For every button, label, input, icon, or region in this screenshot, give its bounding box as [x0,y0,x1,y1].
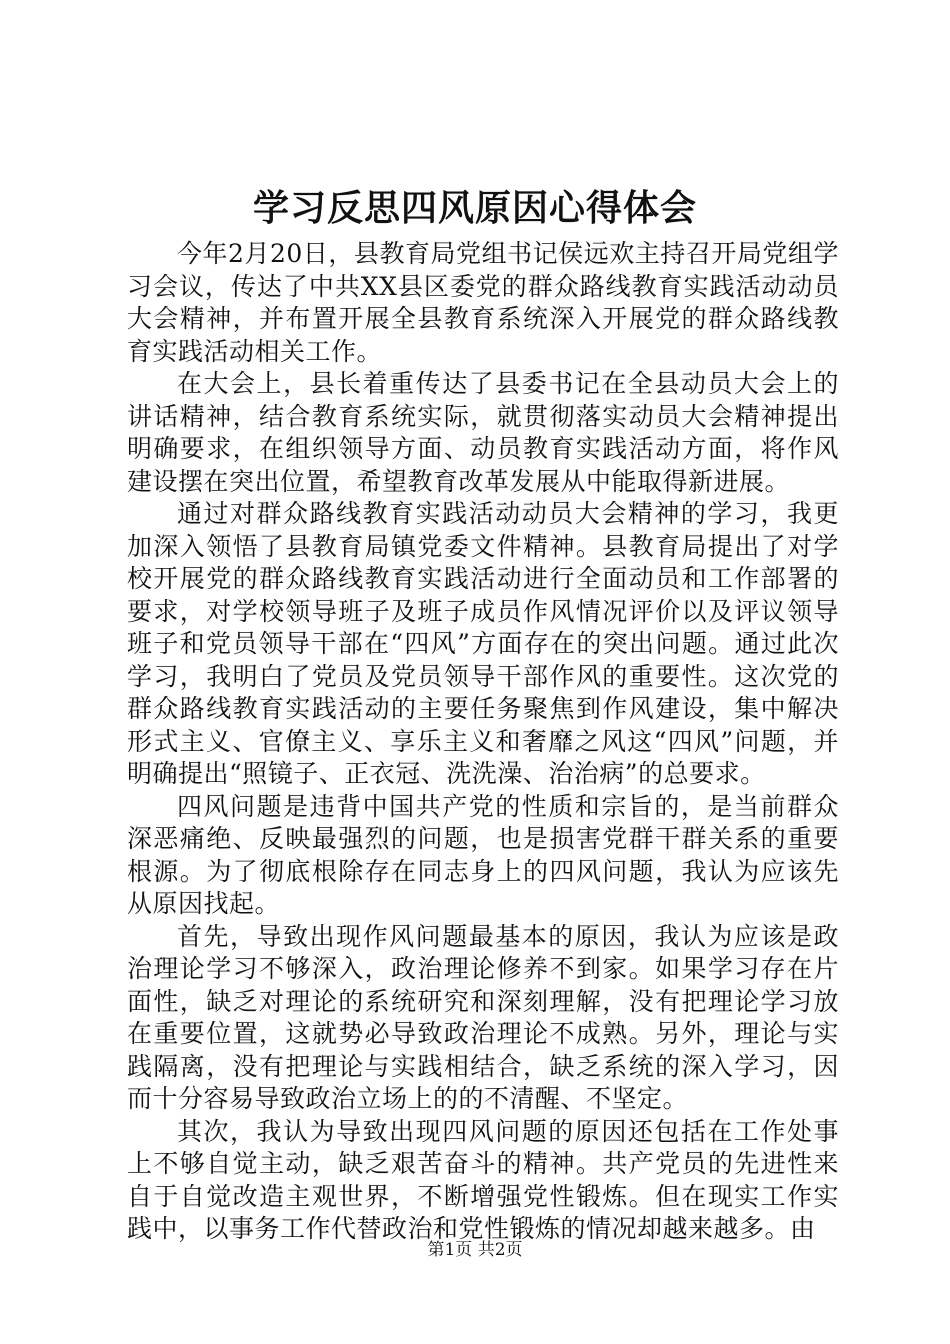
paragraph: 其次，我认为导致出现四风问题的原因还包括在工作处事上不够自觉主动，缺乏艰苦奋斗的精神。共产党员的先进性来自于自觉改造主观世界，不断增强党性锻炼。但在现实工作实践中，以事务工作代替政治和党性锻炼的情况却越来越多。由 [127,1116,839,1243]
document-body [127,238,839,1246]
document-title: 学习反思四风原因心得体会 [252,187,697,229]
page-number-footer: 第1页 共2页 [427,1240,523,1260]
paragraph: 首先，导致出现作风问题最基本的原因，我认为应该是政治理论学习不够深入，政治理论修养不到家。如果学习存在片面性，缺乏对理论的系统研究和深刻理解，没有把理论学习放在重要位置，这就势必导致政治理论不成熟。另外，理论与实践隔离，没有把理论与实践相结合，缺乏系统的深入学习，因而十分容易导致政治立场上的的不清醒、不坚定。 [127,921,839,1113]
paragraph: 今年2月20日，县教育局党组书记侯远欢主持召开局党组学习会议，传达了中共XX县区委党的群众路线教育实践活动动员大会精神，并布置开展全县教育系统深入开展党的群众路线教育实践活动相关工作。 [127,239,839,366]
paragraph: 四风问题是违背中国共产党的性质和宗旨的，是当前群众深恶痛绝、反映最强烈的问题，也是损害党群干群关系的重要根源。为了彻底根除存在同志身上的四风问题，我认为应该先从原因找起。 [127,791,839,918]
paragraph: 在大会上，县长着重传达了县委书记在全县动员大会上的讲话精神，结合教育系统实际，就贯彻落实动员大会精神提出明确要求，在组织领导方面、动员教育实践活动方面，将作风建设摆在突出位置，希望教育改革发展从中能取得新进展。 [127,369,839,496]
paragraph: 通过对群众路线教育实践活动动员大会精神的学习，我更加深入领悟了县教育局镇党委文件精神。县教育局提出了对学校开展党的群众路线教育实践活动进行全面动员和工作部署的要求，对学校领导班子及班子成员作风情况评价以及评议领导班子和党员领导干部在“四风”方面存在的突出问题。通过此次学习，我明白了党员及党员领导干部作风的重要性。这次党的群众路线教育实践活动的主要任务聚焦到作风建设，集中解决形式主义、官僚主义、享乐主义和奢靡之风这“四风”问题，并明确提出“照镜子、正衣冠、洗洗澡、治治病”的总要求。 [127,499,839,788]
